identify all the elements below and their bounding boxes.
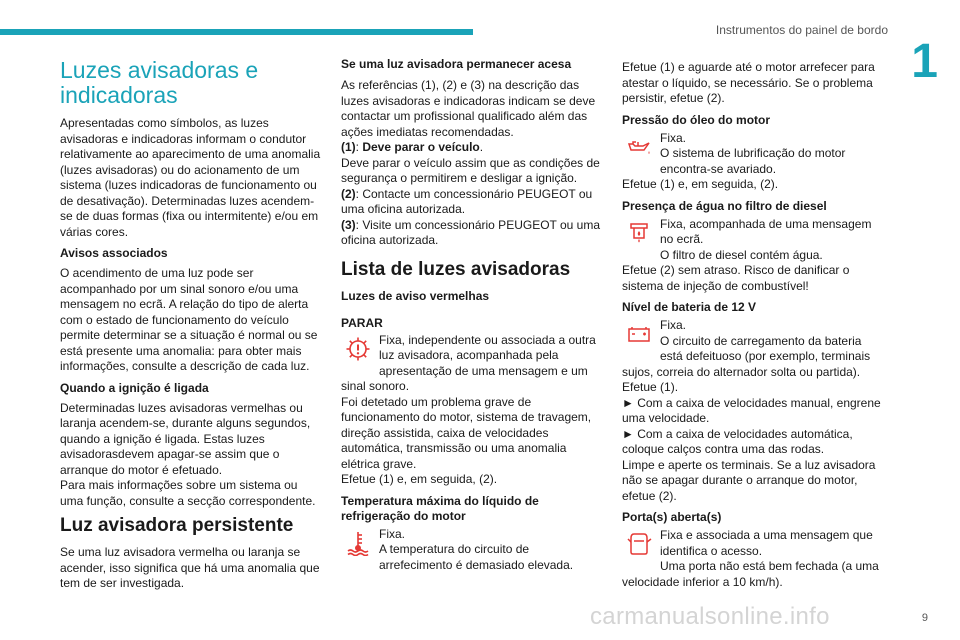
bateria-paragraph-5: ► Com a caixa de velocidades automática, coloque calços contra uma das rodas.: [622, 426, 853, 456]
column-3: [622, 60, 884, 594]
heading-pressao-oleo: Pressão do óleo do motor: [622, 112, 771, 127]
ref2-text: : Contacte um concessionário PEUGEOT ou uma oficina autorizada.: [341, 186, 593, 216]
oleo-paragraph-1: Fixa.: [660, 130, 687, 145]
heading-ignicao: Quando a ignição é ligada: [60, 380, 209, 395]
heading-parar: PARAR: [341, 315, 383, 330]
heading-bateria: Nível de bateria de 12 V: [622, 300, 757, 314]
ref1-line: [341, 140, 603, 156]
watermark: carmanualsonline.info: [590, 603, 830, 630]
stop-warning-icon: [341, 333, 375, 365]
agua-block: [622, 217, 884, 295]
ref2-line: [341, 187, 603, 218]
coolant-temperature-icon: [341, 527, 375, 559]
permanecer-paragraph: As referências (1), (2) e (3) na descrição das luzes avisadoras e indicadoras indicam se deve contactar um profissional qualificado além das ações imediatas recomendadas.: [341, 78, 596, 139]
ignicao-paragraph-2: Para mais informações sobre um sistema ou uma função, consulte a secção correspondente.: [60, 478, 316, 508]
water-in-diesel-icon: [622, 217, 656, 249]
ref1-end: .: [479, 140, 484, 154]
ref3-label: (3): [341, 217, 356, 232]
heading-agua-diesel: Presença de água no filtro de diesel: [622, 198, 827, 213]
agua-paragraph-3: Efetue (2) sem atraso. Risco de danificar o sistema de injeção de combustível!: [622, 263, 850, 293]
porta-paragraph-2: Uma porta não está bem fechada (a uma velocidade inferior a 10 km/h).: [622, 559, 879, 589]
bateria-block: [622, 318, 884, 504]
battery-icon: [622, 318, 656, 350]
ignicao-paragraph-1: Determinadas luzes avisadoras vermelhas ou laranja acendem-se, durante alguns segundos, quando a ignição é ligada. Estas luzes avisadorasdevem apagar-se assim que o arranque do motor é efetuado.: [60, 400, 311, 477]
parar-paragraph-2: Foi detetado um problema grave de funcionamento do motor, sistema de travagem, direção assistida, caixa de velocidades automática, transmissão ou uma anomalia elétrica grave.: [341, 394, 592, 471]
oleo-paragraph-3: Efetue (1) e, em seguida, (2).: [622, 177, 779, 191]
avisos-paragraph: O acendimento de uma luz pode ser acompanhado por um sinal sonoro e/ou uma mensagem no ecrã. A relação do tipo de alerta com o estado de funcionamento do veículo permite determinar se a situação é normal ou se está presente uma anomalia: para obter mais informações, consulte a descrição de cada luz.: [60, 266, 318, 373]
agua-paragraph-1: Fixa, acompanhada de uma mensagem no ecrã.: [660, 216, 872, 246]
heading-porta-aberta: Porta(s) aberta(s): [622, 510, 722, 524]
ref2-label: (2): [341, 186, 356, 201]
column-2: [341, 55, 603, 577]
oil-pressure-icon: [622, 131, 656, 163]
porta-paragraph-1: Fixa e associada a uma mensagem que identifica o acesso.: [660, 528, 873, 558]
temperatura-block: [341, 527, 603, 574]
parar-paragraph-1: Fixa, independente ou associada a outra luz avisadora, acompanhada pela apresentação de uma mensagem e um sinal sonoro.: [341, 332, 596, 393]
bateria-paragraph-4: ► Com a caixa de velocidades manual, engrene uma velocidade.: [622, 395, 881, 425]
heading-luzes-vermelhas: Luzes de aviso vermelhas: [341, 288, 490, 303]
bateria-paragraph-2: O circuito de carregamento da bateria está defeituoso (por exemplo, terminais sujos, correia do alternador solta ou partida).: [622, 333, 871, 379]
section-header-title: Instrumentos do painel de bordo: [715, 23, 888, 37]
porta-block: [622, 528, 884, 590]
heading-temperatura: Temperatura máxima do líquido de refrigeração do motor: [341, 493, 539, 523]
bateria-paragraph-3: Efetue (1).: [622, 380, 679, 394]
bateria-paragraph-6: Limpe e aperte os terminais. Se a luz avisadora não se apagar durante o arranque do motor, efetue (2).: [622, 457, 876, 503]
ref3-text: : Visite um concessionário PEUGEOT ou uma oficina autorizada.: [341, 217, 601, 247]
temperatura-paragraph-2: A temperatura do circuito de arrefecimento é demasiado elevada.: [379, 542, 574, 572]
ref1-separator: :: [355, 140, 363, 154]
chapter-number: 1: [911, 35, 938, 88]
parar-paragraph-3: Efetue (1) e, em seguida, (2).: [341, 472, 498, 486]
bateria-paragraph-1: Fixa.: [660, 318, 687, 332]
oleo-block: [622, 131, 884, 193]
temperatura-paragraph-1: Fixa.: [379, 526, 406, 541]
ref1-text: Deve parar o veículo: [362, 140, 480, 154]
ref3-line: [341, 218, 603, 249]
heading-lista-luzes: Lista de luzes avisadoras: [341, 258, 571, 280]
parar-block: [341, 333, 603, 488]
door-open-icon: [622, 528, 656, 560]
heading-avisos-associados: Avisos associados: [60, 246, 168, 260]
temperatura-continuation: Efetue (1) e aguarde até o motor arrefecer para atestar o líquido, se necessário. Se o problema persistir, efetue (2).: [622, 60, 875, 105]
heading-permanecer-acesa: Se uma luz avisadora permanecer acesa: [341, 57, 572, 71]
heading-luz-persistente: Luz avisadora persistente: [60, 515, 294, 536]
agua-paragraph-2: O filtro de diesel contém água.: [660, 247, 823, 262]
ref1-description: Deve parar o veículo assim que as condições de segurança o permitirem e desligar a ignição.: [341, 155, 600, 185]
persistente-paragraph: Se uma luz avisadora vermelha ou laranja se acender, isso significa que há uma anomalia que tem de ser investigada.: [60, 545, 320, 590]
intro-paragraph: Apresentadas como símbolos, as luzes avisadoras e indicadoras informam o condutor relativamente ao aparecimento de uma anomalia (luzes avisadoras) ou do acionamento de um sistema (luzes indicadoras de funcionamento ou de desativação). Determinadas luzes acendem-se de duas formas (fixa ou intermitente) e/ou em várias cores.: [60, 116, 321, 239]
ref1-label: (1): [341, 140, 356, 154]
header-accent-bar: [0, 29, 473, 35]
column-1: [60, 55, 322, 596]
page-number: 9: [921, 612, 928, 624]
section-title-luzes: Luzes avisadoras e indicadoras: [60, 57, 259, 108]
oleo-paragraph-2: O sistema de lubrificação do motor encontra-se avariado.: [660, 146, 846, 176]
